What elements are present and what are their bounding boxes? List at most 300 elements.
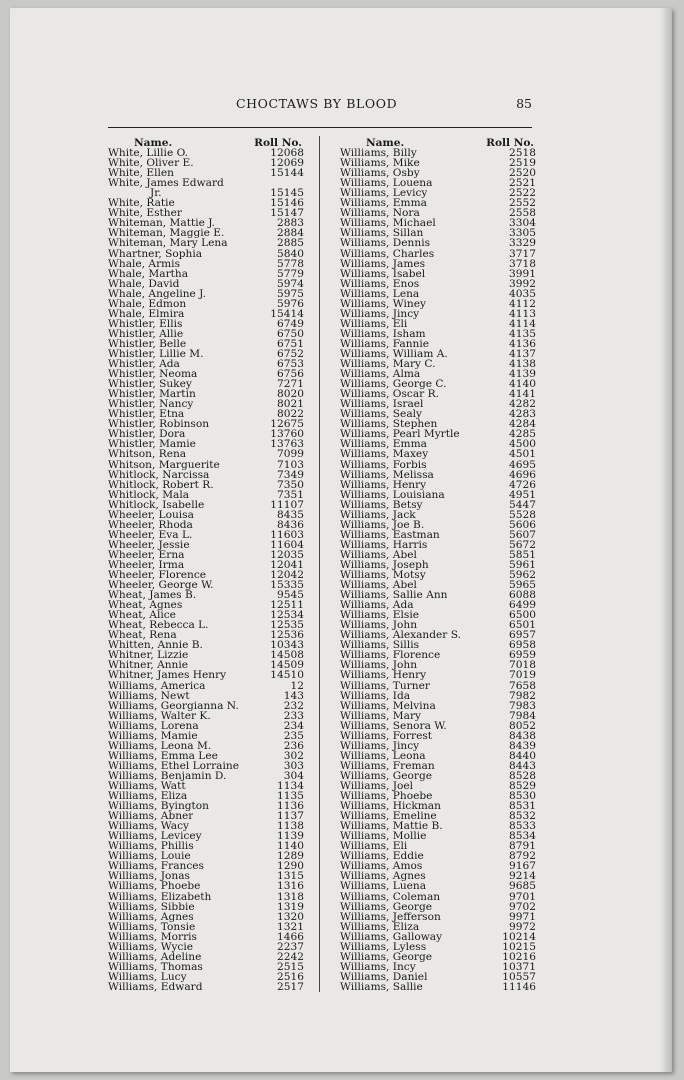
member-name: Whitlock, Isabelle: [108, 499, 205, 510]
roll-number: 7018: [509, 659, 536, 672]
roll-number: 5965: [509, 579, 536, 592]
roll-entry: [108, 439, 304, 449]
member-name: Williams, Louie: [108, 851, 191, 862]
member-name: Whiteman, Mary Lena: [108, 238, 228, 249]
roll-entry: [340, 269, 536, 279]
roll-number: 3717: [509, 247, 536, 260]
member-name: Williams, Osby: [340, 168, 420, 179]
roll-number: 3992: [509, 277, 536, 290]
roll-entry: [108, 369, 304, 379]
member-name: Wheeler, Florence: [108, 570, 207, 581]
roll-entry: [340, 771, 536, 781]
roll-number: 4139: [509, 368, 536, 381]
roll-number: 1321: [277, 920, 304, 933]
roll-entry: [108, 670, 304, 680]
member-name: Williams, Tonsie: [108, 921, 196, 932]
member-name: Williams, Adeline: [108, 951, 202, 962]
member-name: Williams, Wacy: [108, 821, 189, 832]
roll-number: 9702: [509, 900, 536, 913]
roll-number: 8439: [509, 739, 536, 752]
roll-number: 304: [283, 769, 304, 782]
member-name: Williams, Florence: [340, 650, 441, 661]
member-name: Williams, Henry: [340, 479, 427, 490]
roll-entry: [108, 972, 304, 982]
member-name: Williams, Joel: [340, 781, 414, 792]
roll-number: 4282: [509, 398, 536, 411]
roll-entry: [340, 831, 536, 841]
roll-entry: [108, 269, 304, 279]
member-name: Whistler, Etna: [108, 409, 185, 420]
roll-number: 2558: [509, 207, 536, 220]
roll-number: 6088: [509, 589, 536, 602]
roll-entry: [108, 902, 304, 912]
roll-entry: [340, 188, 536, 198]
roll-number: 1318: [277, 890, 304, 903]
roll-number: 4283: [509, 408, 536, 421]
roll-number: 2518: [509, 147, 536, 160]
roll-entry: [340, 902, 536, 912]
roll-entry: [340, 670, 536, 680]
member-name: White, Ratie: [108, 198, 175, 209]
roll-number: 6752: [277, 347, 304, 360]
member-name: Williams, Walter K.: [108, 710, 211, 721]
member-name: Williams, George: [340, 901, 433, 912]
roll-entry: [108, 681, 304, 691]
member-name: Wheat, Rena: [108, 630, 177, 641]
roll-number: 4112: [509, 297, 536, 310]
roll-entry: [340, 389, 536, 399]
roll-number: 13760: [270, 428, 304, 441]
roll-entry: [108, 871, 304, 881]
roll-number: 1140: [277, 840, 304, 853]
roll-number: 235: [283, 729, 304, 742]
roll-number: 8528: [509, 769, 536, 782]
member-name: Williams, Fannie: [340, 338, 430, 349]
member-name: Whale, Elmira: [108, 308, 185, 319]
roll-entry: [340, 238, 536, 248]
roll-number: 4114: [509, 317, 536, 330]
roll-number: 4141: [509, 388, 536, 401]
roll-entry: [108, 460, 304, 470]
roll-entry: [340, 249, 536, 259]
member-name: Williams, Georgianna N.: [108, 700, 239, 711]
roll-number: 12035: [270, 548, 304, 561]
roll-entry: [108, 289, 304, 299]
roll-number: 15414: [270, 307, 304, 320]
roll-entry: [108, 309, 304, 319]
member-name: Williams, Edward: [108, 981, 203, 992]
member-name: Williams, Melvina: [340, 700, 436, 711]
roll-number: 4138: [509, 358, 536, 371]
roll-number: 5975: [277, 287, 304, 300]
roll-entry: [108, 721, 304, 731]
member-name: Williams, John: [340, 660, 418, 671]
roll-entry: [108, 580, 304, 590]
roll-entry: [340, 892, 536, 902]
roll-entry: [340, 480, 536, 490]
roll-entry: [108, 349, 304, 359]
member-name: Williams, Nora: [340, 208, 420, 219]
member-name: Williams, Mary C.: [340, 359, 436, 370]
roll-entry: [340, 982, 536, 992]
roll-number: 6753: [277, 358, 304, 371]
roll-entry: [340, 279, 536, 289]
roll-number: 4951: [509, 488, 536, 501]
roll-number: 13763: [270, 438, 304, 451]
roll-entry: [108, 259, 304, 269]
roll-entry: [340, 701, 536, 711]
member-name: Wheeler, Eva L.: [108, 529, 193, 540]
member-name: Williams, Lorena: [108, 720, 199, 731]
roll-number: 5607: [509, 528, 536, 541]
member-name: Whistler, Mamie: [108, 439, 196, 450]
member-name: Williams, Phillis: [108, 841, 194, 852]
roll-number: 232: [283, 699, 304, 712]
roll-number: 6499: [509, 599, 536, 612]
roll-number: 8530: [509, 790, 536, 803]
roll-entry: [340, 721, 536, 731]
roll-number: 2884: [277, 227, 304, 240]
roll-entry: [340, 429, 536, 439]
member-name: Williams, Eliza: [108, 791, 188, 802]
member-name: Whale, Martha: [108, 268, 189, 279]
roll-entry: [340, 419, 536, 429]
roll-number: 5961: [509, 558, 536, 571]
roll-entry: [340, 640, 536, 650]
roll-number: 5779: [277, 267, 304, 280]
member-name: Williams, Eli: [340, 841, 408, 852]
roll-number: 7984: [509, 709, 536, 722]
member-name: Williams, Joe B.: [340, 519, 425, 530]
member-name: Williams, Wycie: [108, 941, 194, 952]
roll-entry: [108, 751, 304, 761]
roll-entry: [340, 449, 536, 459]
roll-number: 6959: [509, 649, 536, 662]
member-name: Williams, Turner: [340, 680, 430, 691]
roll-number: 5962: [509, 569, 536, 582]
roll-number: 10215: [502, 940, 536, 953]
roll-entry: [108, 279, 304, 289]
member-name: White, Ellen: [108, 168, 174, 179]
member-name: Williams, Mike: [340, 158, 420, 169]
member-name: Williams, Elsie: [340, 610, 420, 621]
member-name: Williams, Mary: [340, 710, 421, 721]
page-header: [108, 96, 532, 118]
page-edge-shadow: [660, 8, 672, 1072]
roll-entry: [340, 560, 536, 570]
roll-entry: [340, 178, 536, 188]
roll-entry: [340, 299, 536, 309]
member-name: Williams, Alma: [340, 369, 421, 380]
name-column-heading: Name.: [366, 137, 405, 149]
roll-entry: [340, 379, 536, 389]
roll-entry: [340, 731, 536, 741]
roll-entry: [340, 359, 536, 369]
roll-entry: [108, 510, 304, 520]
roll-entry: [340, 600, 536, 610]
roll-entry: [108, 480, 304, 490]
member-name: Williams, Louisiana: [340, 489, 445, 500]
roll-entry: [340, 439, 536, 449]
roll-number: 10216: [502, 950, 536, 963]
roll-number: 12534: [270, 609, 304, 622]
member-name: Williams, Jincy: [340, 308, 420, 319]
member-name: Williams, Ida: [340, 690, 411, 701]
roll-number: 1134: [277, 780, 304, 792]
member-name: Williams, Sallie Ann: [340, 590, 448, 601]
roll-number: 4113: [509, 307, 536, 320]
roll-number: 4136: [509, 337, 536, 350]
member-name: Williams, Leona M.: [108, 740, 212, 751]
member-name: Whistler, Dora: [108, 429, 186, 440]
roll-number: 4696: [509, 468, 536, 481]
roll-entry: [340, 881, 536, 891]
member-name: Williams, Jonas: [108, 871, 190, 882]
roll-entry: [108, 892, 304, 902]
roll-number: 2885: [277, 237, 304, 250]
roll-entry: [340, 610, 536, 620]
roll-entry: [340, 228, 536, 238]
member-name: Williams, Alexander S.: [340, 630, 461, 641]
roll-number: 2516: [277, 970, 304, 983]
member-name: Williams, Sillis: [340, 640, 420, 651]
member-name: Williams, Joseph: [340, 559, 429, 571]
roll-entry: [340, 168, 536, 178]
member-name: Williams, Eli: [340, 318, 408, 329]
roll-number: 8792: [509, 850, 536, 863]
member-name: Williams, Forrest: [340, 730, 433, 741]
roll-number: 302: [283, 749, 304, 762]
member-name: Williams, Henry: [340, 670, 427, 681]
roll-entry: [340, 500, 536, 510]
roll-number: 8021: [277, 398, 304, 411]
roll-entry: [108, 781, 304, 791]
roll-number: 8531: [509, 800, 536, 813]
member-name: Whistler, Nancy: [108, 399, 194, 410]
member-name: White, Esther: [108, 208, 182, 219]
member-name: Williams, Isabel: [340, 268, 426, 279]
roll-number: 2521: [509, 177, 536, 190]
member-name: Whiteman, Mattie J.: [108, 218, 216, 229]
member-name: Williams, Winey: [340, 298, 426, 309]
roll-entry: [108, 691, 304, 701]
member-name: Williams, Agnes: [340, 871, 426, 882]
roll-number: 11604: [270, 538, 304, 551]
roll-number: 6957: [509, 629, 536, 642]
member-name: Williams, Levicey: [108, 831, 202, 842]
roll-number: 1138: [277, 820, 304, 833]
roll-number: 5976: [277, 297, 304, 310]
roll-entry: [340, 460, 536, 470]
member-name: Williams, Lena: [340, 288, 420, 299]
roll-number: 5851: [509, 548, 536, 561]
roll-number: 8020: [277, 388, 304, 401]
member-name: Williams, James: [340, 258, 426, 269]
member-name: Williams, Amos: [340, 861, 423, 872]
roll-number: 7658: [509, 679, 536, 692]
roll-entry: [340, 208, 536, 218]
roll-number: 4035: [509, 287, 536, 300]
roll-entry: [108, 952, 304, 962]
roll-number: 8529: [509, 780, 536, 792]
roll-number: 12042: [270, 569, 304, 582]
member-name: Williams, Morris: [108, 931, 197, 942]
roll-entry: [340, 158, 536, 168]
member-name: Wheeler, Rhoda: [108, 519, 193, 530]
member-name: Williams, Eastman: [340, 529, 440, 540]
roll-entry: [340, 289, 536, 299]
member-name: Williams, Mamie: [108, 730, 198, 741]
roll-number: 5606: [509, 518, 536, 531]
member-name: Williams, Mollie: [340, 831, 427, 842]
member-name: Williams, Motsy: [340, 570, 426, 581]
member-name: Williams, Phoebe: [108, 881, 201, 892]
roll-number: 1139: [277, 830, 304, 843]
roll-number: 8443: [509, 759, 536, 772]
member-name: Williams, George C.: [340, 379, 447, 390]
member-name: Williams, Israel: [340, 399, 424, 410]
member-name: Williams, Pearl Myrtle: [340, 429, 460, 440]
member-name: Williams, Emma: [340, 439, 427, 450]
roll-entry: [340, 510, 536, 520]
roll-number: 4501: [509, 448, 536, 461]
roll-number: 14509: [270, 659, 304, 672]
roll-number: 4500: [509, 438, 536, 451]
member-name: Williams, Sallie: [340, 981, 423, 992]
member-name: Williams, Incy: [340, 961, 416, 972]
roll-entry: [340, 490, 536, 500]
member-name: Williams, Lucy: [108, 971, 187, 982]
roll-entry: [108, 731, 304, 741]
roll-number: 12041: [270, 558, 304, 571]
roll-number: 4285: [509, 428, 536, 441]
roll-entry: [340, 691, 536, 701]
roll-entry: [108, 791, 304, 801]
roll-number: 11603: [270, 528, 304, 541]
roll-entry: [108, 811, 304, 821]
roll-entry: [340, 751, 536, 761]
member-name: Whistler, Martin: [108, 389, 196, 400]
member-name: Williams, Daniel: [340, 971, 428, 982]
roll-entry: [108, 851, 304, 861]
member-name: Williams, Byington: [108, 801, 210, 812]
member-name: Whale, Angeline J.: [108, 288, 206, 299]
roll-number: 4137: [509, 347, 536, 360]
roll-number: 15144: [270, 167, 304, 180]
roll-number: 14510: [270, 669, 304, 682]
name-column-heading: Name.: [134, 137, 173, 149]
roll-entry: [340, 409, 536, 419]
member-name: Williams, Luena: [340, 881, 427, 892]
roll-entry: [108, 801, 304, 811]
roll-number: 1290: [277, 860, 304, 873]
roll-number: 8533: [509, 820, 536, 833]
member-name: Whitner, Lizzie: [108, 650, 189, 661]
member-name: Wheeler, George W.: [108, 580, 214, 591]
roll-number: 1316: [277, 880, 304, 893]
roll-entry: [108, 831, 304, 841]
roll-entry: [108, 912, 304, 922]
roll-entry: [340, 580, 536, 590]
roll-number: 8438: [509, 729, 536, 742]
roll-entry: [108, 449, 304, 459]
roll-number: 3305: [509, 227, 536, 240]
roll-entry: [108, 982, 304, 992]
roll-number: 7983: [509, 699, 536, 712]
member-name: Williams, Dennis: [340, 238, 431, 249]
roll-entry: [108, 359, 304, 369]
member-name: Williams, Frances: [108, 861, 204, 872]
roll-number: 1136: [277, 800, 304, 813]
roll-number: 12536: [270, 629, 304, 642]
roll-number: 9701: [509, 890, 536, 903]
roll-entry: [108, 701, 304, 711]
member-name: Williams, Levicy: [340, 188, 428, 199]
member-name: Williams, Betsy: [340, 499, 423, 510]
roll-entry: [340, 811, 536, 821]
member-name: Williams, Emma Lee: [108, 750, 218, 761]
roll-entry: [340, 369, 536, 379]
roll-number: 12675: [270, 418, 304, 431]
roll-number: 6756: [277, 368, 304, 381]
roll-number: 12069: [270, 157, 304, 170]
member-name: Williams, Isham: [340, 328, 426, 339]
roll-number: 2519: [509, 157, 536, 170]
roll-entry: [340, 650, 536, 660]
roll-number: 5672: [509, 538, 536, 551]
member-name: Whitlock, Narcissa: [108, 469, 210, 480]
member-name: Williams, Sibbie: [108, 901, 195, 912]
roll-number: 2522: [509, 187, 536, 200]
roll-number: 8022: [277, 408, 304, 421]
member-name: Williams, William A.: [340, 348, 448, 360]
roll-number: 6501: [509, 619, 536, 632]
roll-entry: [108, 881, 304, 891]
member-name: Jr.: [150, 188, 162, 199]
roll-number: 7982: [509, 689, 536, 702]
roll-number: 4726: [509, 478, 536, 491]
roll-entry: [340, 309, 536, 319]
member-name: Whale, Edmon: [108, 298, 187, 309]
roll-entry: [340, 841, 536, 851]
roll-number: 2242: [277, 950, 304, 963]
roll-entry: [340, 681, 536, 691]
member-name: Whartner, Sophia: [108, 248, 203, 259]
roll-number: 233: [283, 709, 304, 722]
member-name: Wheeler, Erna: [108, 549, 185, 560]
roll-entry: [340, 470, 536, 480]
roll-number: 10557: [502, 970, 536, 983]
roll-number: 3718: [509, 257, 536, 270]
member-name: Williams, Jefferson: [340, 911, 441, 922]
roll-number: 9685: [509, 880, 536, 893]
member-name: Williams, Hickman: [340, 801, 441, 812]
roll-entry: [340, 540, 536, 550]
roll-number: 1135: [277, 790, 304, 803]
roll-entry: [340, 801, 536, 811]
roll-number: 7351: [277, 488, 304, 501]
roll-entry: [340, 630, 536, 640]
member-name: Wheeler, Jessie: [108, 539, 190, 550]
member-name: Williams, Eddie: [340, 851, 424, 862]
member-name: Williams, Oscar R.: [340, 389, 439, 400]
roll-entry: [340, 590, 536, 600]
member-name: Williams, Elizabeth: [108, 891, 212, 902]
member-name: Williams, Abel: [340, 580, 417, 591]
member-name: Whistler, Lillie M.: [108, 348, 204, 360]
roll-entry: [340, 329, 536, 339]
member-name: Whitner, Annie: [108, 660, 189, 671]
